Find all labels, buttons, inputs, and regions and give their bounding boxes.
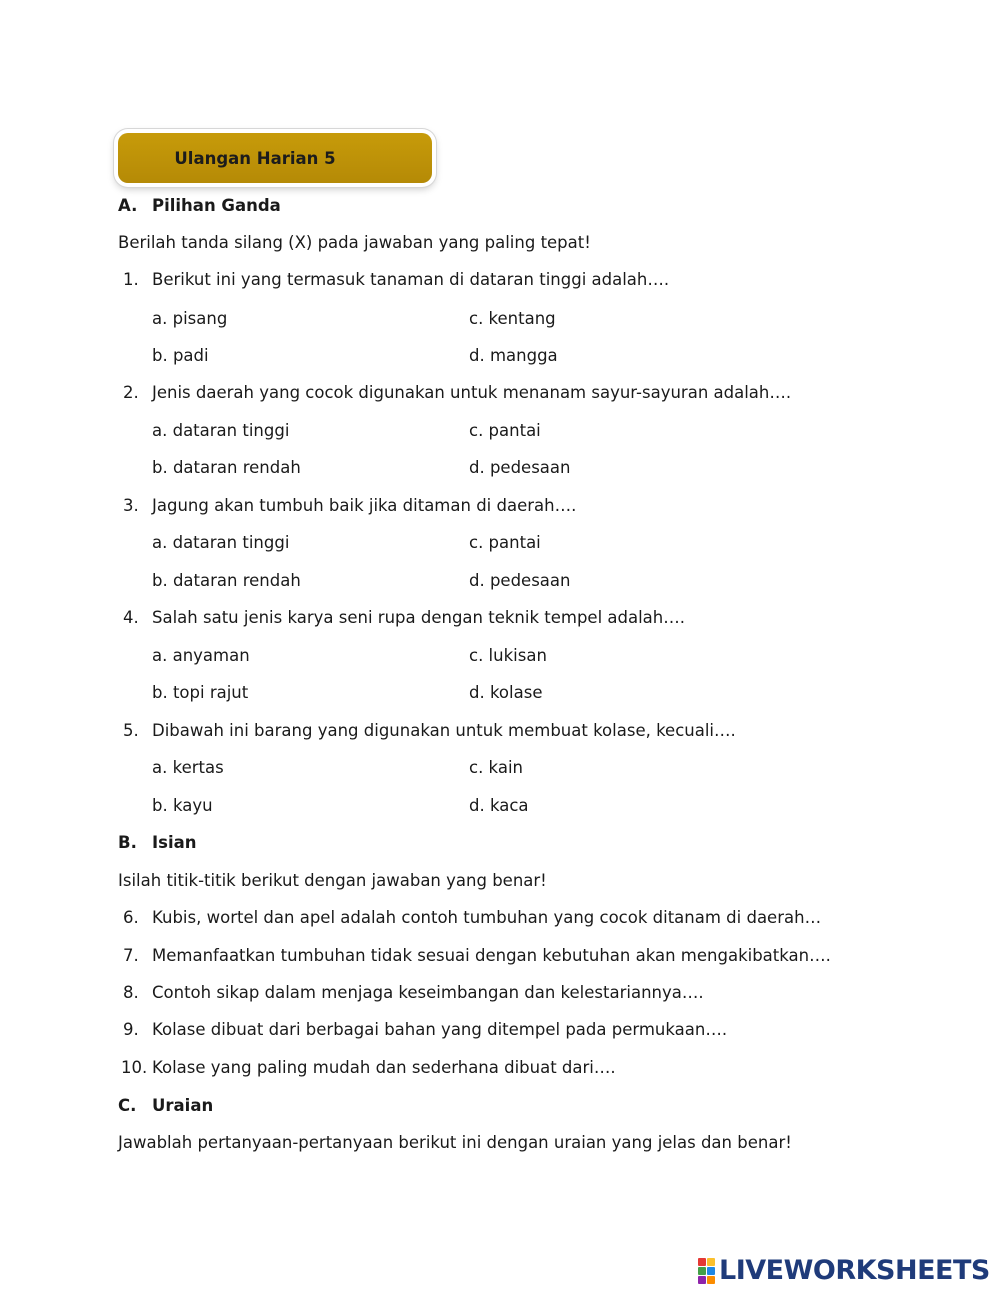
logo-text: LIVEWORKSHEETS: [719, 1255, 990, 1286]
option-d[interactable]: d. mangga: [469, 346, 558, 365]
question-text: Salah satu jenis karya seni rupa dengan teknik tempel adalah….: [152, 608, 685, 627]
section-a-instruction: Berilah tanda silang (X) pada jawaban yang paling tepat!: [118, 233, 591, 252]
option-b[interactable]: b. padi: [152, 346, 209, 365]
question-number: 6.: [123, 908, 139, 927]
option-a[interactable]: a. pisang: [152, 309, 228, 328]
question-text: Jenis daerah yang cocok digunakan untuk menanam sayur-sayuran adalah….: [152, 383, 792, 402]
option-b[interactable]: b. dataran rendah: [152, 571, 301, 590]
option-d[interactable]: d. pedesaan: [469, 571, 571, 590]
question-number: 3.: [123, 496, 139, 515]
section-c-instruction: Jawablah pertanyaan-pertanyaan berikut ini dengan uraian yang jelas dan benar!: [118, 1133, 792, 1152]
question-number: 5.: [123, 721, 139, 740]
question-number: 8.: [123, 983, 139, 1002]
option-c[interactable]: c. kain: [469, 758, 523, 777]
option-c[interactable]: c. kentang: [469, 309, 556, 328]
section-a-title: Pilihan Ganda: [152, 196, 281, 215]
question-number: 7.: [123, 946, 139, 965]
option-d[interactable]: d. pedesaan: [469, 458, 571, 477]
option-c[interactable]: c. pantai: [469, 533, 541, 552]
section-a-letter: A.: [118, 196, 138, 215]
section-b-title: Isian: [152, 833, 197, 852]
option-a[interactable]: a. kertas: [152, 758, 224, 777]
option-b[interactable]: b. topi rajut: [152, 683, 249, 702]
liveworksheets-logo: [698, 1255, 990, 1286]
option-b[interactable]: b. dataran rendah: [152, 458, 301, 477]
question-text: Kolase dibuat dari berbagai bahan yang ditempel pada permukaan….: [152, 1020, 728, 1039]
question-text: Dibawah ini barang yang digunakan untuk membuat kolase, kecuali….: [152, 721, 736, 740]
section-b-letter: B.: [118, 833, 137, 852]
question-text: Kubis, wortel dan apel adalah contoh tumbuhan yang cocok ditanam di daerah…: [152, 908, 822, 927]
option-d[interactable]: d. kolase: [469, 683, 543, 702]
option-d[interactable]: d. kaca: [469, 796, 529, 815]
option-c[interactable]: c. pantai: [469, 421, 541, 440]
title-banner: [118, 133, 432, 183]
question-text: Contoh sikap dalam menjaga keseimbangan dan kelestariannya….: [152, 983, 704, 1002]
option-a[interactable]: a. dataran tinggi: [152, 421, 290, 440]
question-number: 10.: [121, 1058, 148, 1077]
option-c[interactable]: c. lukisan: [469, 646, 547, 665]
question-number: 4.: [123, 608, 139, 627]
option-a[interactable]: a. dataran tinggi: [152, 533, 290, 552]
question-number: 9.: [123, 1020, 139, 1039]
question-number: 2.: [123, 383, 139, 402]
question-text: Jagung akan tumbuh baik jika ditaman di daerah….: [152, 496, 577, 515]
section-c-title: Uraian: [152, 1096, 214, 1115]
liveworksheets-icon: [698, 1258, 715, 1284]
section-b-instruction: Isilah titik-titik berikut dengan jawaban yang benar!: [118, 871, 547, 890]
page-title: Ulangan Harian 5: [174, 148, 336, 168]
option-a[interactable]: a. anyaman: [152, 646, 250, 665]
question-text: Memanfaatkan tumbuhan tidak sesuai dengan kebutuhan akan mengakibatkan….: [152, 946, 831, 965]
section-c-letter: C.: [118, 1096, 137, 1115]
option-b[interactable]: b. kayu: [152, 796, 213, 815]
question-text: Berikut ini yang termasuk tanaman di dataran tinggi adalah….: [152, 270, 670, 289]
question-number: 1.: [123, 270, 139, 289]
question-text: Kolase yang paling mudah dan sederhana dibuat dari….: [152, 1058, 616, 1077]
